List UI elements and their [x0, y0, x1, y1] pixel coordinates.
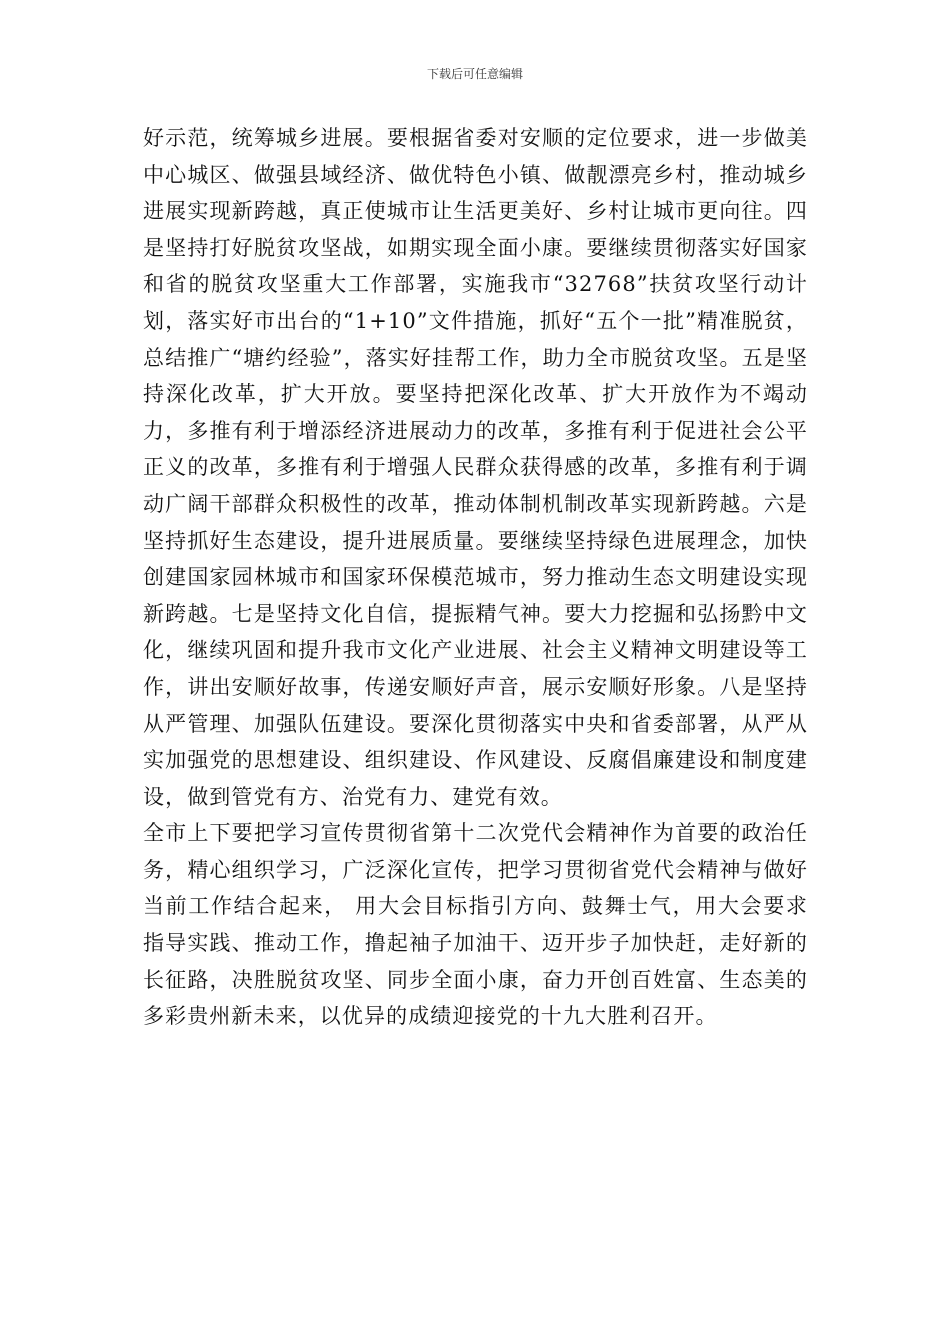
- page-header: 下载后可任意编辑: [426, 67, 523, 81]
- paragraph-1: 好示范，统筹城乡进展。要根据省委对安顺的定位要求，进一步做美中心城区、做强县域经济、做优特色小镇、做靓漂亮乡村，推动城乡进展实现新跨越，真正使城市让生活更美好、乡村让城市更向往。四是坚持打好脱贫攻坚战，如期实现全面小康。要继续贯彻落实好国家和省的脱贫攻坚重大工作部署，实施我市“32768”扶贫攻坚行动计划，落实好市出台的“1+10”文件措施，抓好“五个一批”精准脱贫，总结推广“塘约经验”，落实好挂帮工作，助力全市脱贫攻坚。五是坚持深化改革，扩大开放。要坚持把深化改革、扩大开放作为不竭动力，多推有利于增添经济进展动力的改革，多推有利于促进社会公平正义的改革，多推有利于增强人民群众获得感的改革，多推有利于调动广阔干部群众积极性的改革，推动体制机制改革实现新跨越。六是坚持抓好生态建设，提升进展质量。要继续坚持绿色进展理念，加快创建国家园林城市和国家环保模范城市，努力推动生态文明建设实现新跨越。七是坚持文化自信，提振精气神。要大力挖掘和弘扬黔中文化，继续巩固和提升我市文化产业进展、社会主义精神文明建设等工作，讲出安顺好故事，传递安顺好声音，展示安顺好形象。八是坚持从严管理、加强队伍建设。要深化贯彻落实中央和省委部署，从严从实加强党的思想建设、组织建设、作风建设、反腐倡廉建设和制度建设，做到管党有方、治党有力、建党有效。: [143, 126, 808, 809]
- paragraph-2: 全市上下要把学习宣传贯彻省第十二次党代会精神作为首要的政治任务，精心组织学习，广泛深化宣传，把学习贯彻省党代会精神与做好当前工作结合起来， 用大会目标指引方向、鼓舞士气，用大会要求指导实践、推动工作，撸起袖子加油干、迈开步子加快赶，走好新的长征路，决胜脱贫攻坚、同步全面小康，奋力开创百姓富、生态美的多彩贵州新未来，以优异的成绩迎接党的十九大胜利召开。: [143, 821, 808, 1029]
- document-body: [143, 120, 808, 1035]
